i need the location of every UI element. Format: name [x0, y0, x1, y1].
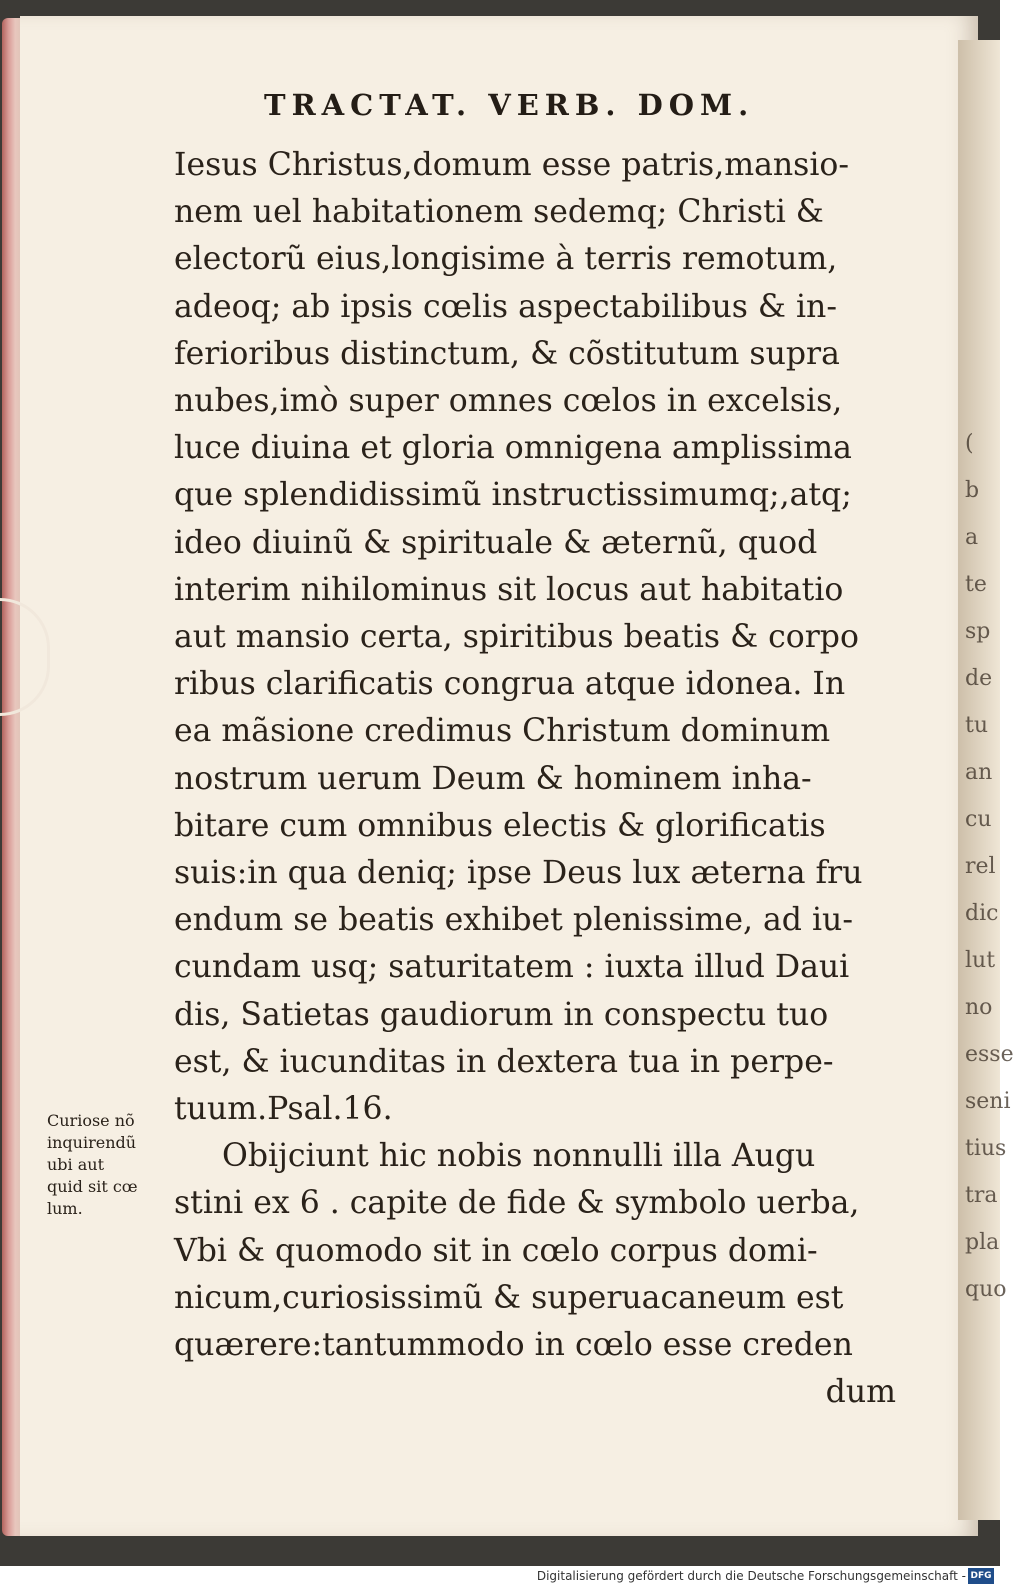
text-line: nicum,curiosissimũ & superuacaneum est — [174, 1279, 844, 1316]
text-line: suis:in qua deniq; ipse Deus lux æterna fru — [174, 855, 863, 892]
text-line: adeoq; ab ipsis cœlis aspectabilibus & in- — [174, 288, 837, 325]
next-page-fragments — [965, 420, 1014, 1313]
text-line: electorũ eius,longisime à terris remotum, — [174, 241, 838, 278]
footer-credit: Digitalisierung gefördert durch die Deutsche Forschungsgemeinschaft - — [536, 1569, 966, 1583]
text-line: nem uel habitationem sedemq; Christi & — [174, 194, 824, 231]
next-page-fragment: te — [965, 572, 987, 597]
text-line: dis, Satietas gaudiorum in conspectu tuo — [174, 996, 829, 1033]
text-line: nubes,imò super omnes cœlos in excelsis, — [174, 383, 843, 420]
dfg-logo: DFG — [968, 1568, 994, 1584]
text-line: luce diuina et gloria omnigena amplissima — [174, 430, 852, 467]
text-line: Iesus Christus,domum esse patris,mansio- — [174, 147, 850, 183]
text-line: Obijciunt hic nobis nonnulli illa Augu — [222, 1138, 816, 1175]
next-page-fragment: seni — [965, 1089, 1011, 1114]
next-page-fragment: ( — [965, 431, 974, 456]
next-page-fragment: sp — [965, 619, 991, 644]
text-line: stini ex 6 . capite de fide & symbolo uerba, — [174, 1185, 860, 1222]
body-text — [174, 142, 914, 1416]
text-line: tuum.Psal.16. — [174, 1091, 393, 1128]
text-line: nostrum uerum Deum & hominem inha- — [174, 760, 812, 797]
next-page-fragment: an — [965, 760, 993, 785]
text-line: quærere:tantummodo in cœlo esse creden — [174, 1327, 853, 1364]
next-page-fragment: tius — [965, 1136, 1007, 1161]
next-page-fragment: esse — [965, 1042, 1014, 1067]
next-page-fragment: de — [965, 666, 993, 691]
text-line: ea mãsione credimus Christum dominum — [174, 713, 831, 750]
next-page-fragment: tu — [965, 713, 989, 738]
next-page-fragment: pla — [965, 1230, 1000, 1255]
next-page-fragment: no — [965, 995, 993, 1020]
text-line: cundam usq; saturitatem : iuxta illud Daui — [174, 949, 850, 986]
marginal-note-line: inquirendũ — [47, 1133, 137, 1152]
text-line: bitare cum omnibus electis & glorificatis — [174, 807, 826, 844]
running-head: TRACTAT. VERB. DOM. — [264, 88, 755, 122]
text-line: ferioribus distinctum, & cõstitutum supra — [174, 335, 840, 372]
text-line: est, & iucunditas in dextera tua in perpe- — [174, 1043, 834, 1080]
next-page-fragment: b — [965, 478, 980, 503]
next-page-fragment: tra — [965, 1183, 998, 1208]
text-line: Vbi & quomodo sit in cœlo corpus domi- — [174, 1232, 818, 1269]
marginal-note-line: lum. — [47, 1199, 83, 1218]
text-line: dum — [825, 1374, 896, 1411]
text-line: ideo diuinũ & spirituale & æternũ, quod — [174, 524, 818, 561]
next-page-fragment: quo — [965, 1277, 1007, 1302]
text-line: aut mansio certa, spiritibus beatis & corpo — [174, 619, 859, 656]
next-page-fragment: cu — [965, 807, 992, 832]
text-line: que splendidissimũ instructissimumq;,atq; — [174, 477, 852, 514]
marginal-note — [47, 1110, 177, 1220]
next-page-fragment: rel — [965, 854, 996, 879]
marginal-note-line: ubi aut — [47, 1155, 105, 1174]
marginal-note-line: Curiose nõ — [47, 1111, 135, 1130]
next-page-fragment: a — [965, 525, 979, 550]
next-page-fragment: lut — [965, 948, 996, 973]
text-line: ribus clarificatis congrua atque idonea. In — [174, 666, 846, 703]
text-line: interim nihilominus sit locus aut habitatio — [174, 571, 844, 608]
next-page-fragment: dic — [965, 901, 999, 926]
text-line: endum se beatis exhibet plenissime, ad iu- — [174, 902, 853, 939]
marginal-note-line: quid sit cœ — [47, 1177, 138, 1196]
